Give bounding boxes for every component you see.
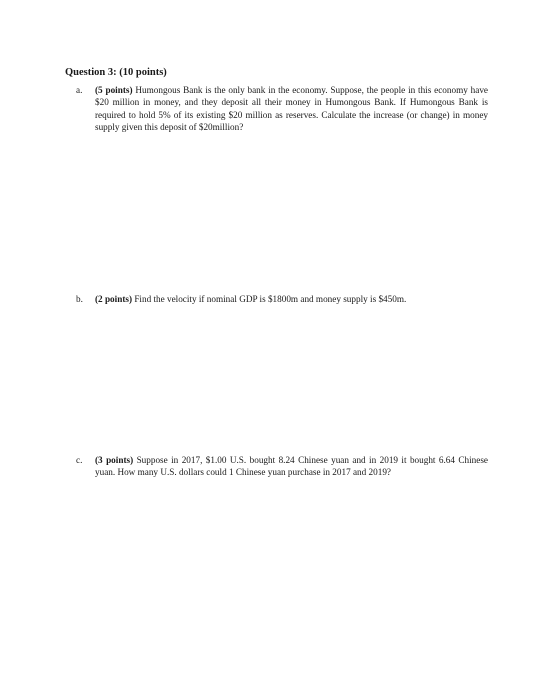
part-a-text: Humongous Bank is the only bank in the economy. Suppose, the people in this economy have $20 million in money, and they deposit all their money in Humongous Bank. If Humongous Bank is required to hold 5% of its existing $20 million as reserves. Calculate the increase (or change) in money supply given this deposit of $20million?: [95, 85, 488, 133]
part-b-marker: b.: [76, 294, 83, 304]
question-title: Question 3: (10 points): [65, 67, 167, 78]
part-c-marker: c.: [76, 455, 83, 465]
part-a-marker: a.: [76, 85, 83, 95]
question-part-b: [76, 293, 488, 305]
part-b-points: (2 points): [95, 294, 133, 304]
question-part-a: [76, 84, 488, 134]
part-b-text: Find the velocity if nominal GDP is $1800m and money supply is $450m.: [134, 294, 407, 304]
part-c-body: [95, 454, 488, 479]
part-a-points: (5 points): [95, 85, 133, 95]
part-c-text: Suppose in 2017, $1.00 U.S. bought 8.24 Chinese yuan and in 2019 it bought 6.64 Chinese yuan. How many U.S. dollars could 1 Chinese yuan purchase in 2017 and 2019?: [95, 455, 488, 478]
part-a-body: [95, 84, 488, 134]
part-c-points: (3 points): [95, 455, 134, 465]
question-part-c: [76, 454, 488, 479]
part-b-body: [95, 293, 488, 305]
